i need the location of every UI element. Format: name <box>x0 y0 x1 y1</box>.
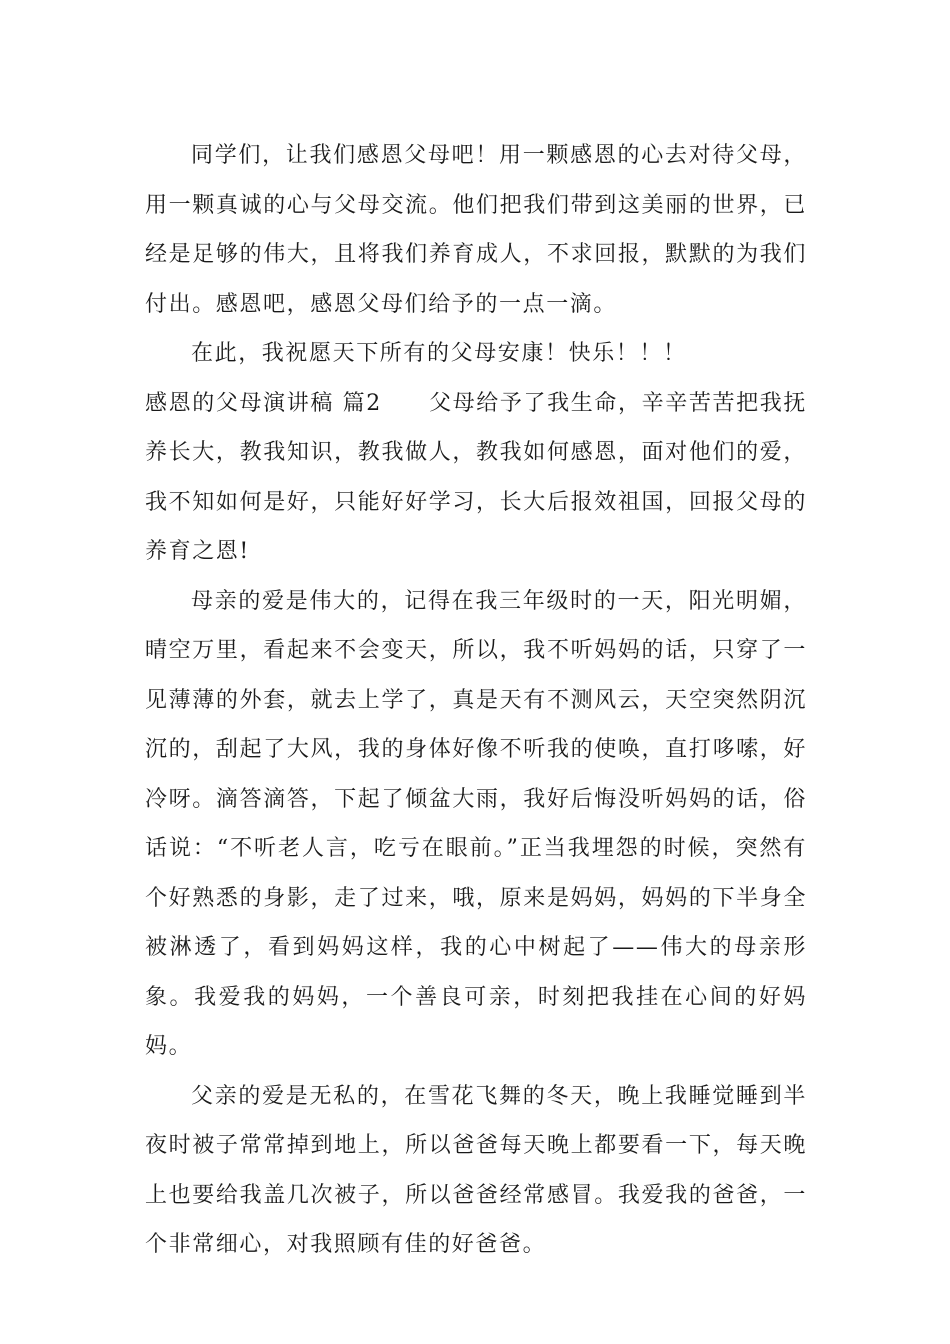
paragraph-father-love: 父亲的爱是无私的，在雪花飞舞的冬天，晚上我睡觉睡到半夜时被子常常掉到地上，所以爸爸每天晚上都要看一下，每天晚上也要给我盖几次被子，所以爸爸经常感冒。我爱我的爸爸，一个非常细心，对我照顾有佳的好爸爸。 <box>145 1083 807 1257</box>
paragraph-gratitude-call: 同学们，让我们感恩父母吧！用一颗感恩的心去对待父母，用一颗真诚的心与父母交流。他们把我们带到这美丽的世界，已经是足够的伟大，且将我们养育成人，不求回报，默默的为我们付出。感恩吧，感恩父母们给予的一点一滴。 <box>145 143 807 317</box>
paragraph-speech-2-intro: 感恩的父母演讲稿 篇2 父母给予了我生命，辛辛苦苦把我抚养长大，教我知识，教我做人，教我如何感恩，面对他们的爱，我不知如何是好，只能好好学习，长大后报效祖国，回报父母的养育之恩! <box>145 390 807 564</box>
paragraph-mother-love: 母亲的爱是伟大的，记得在我三年级时的一天，阳光明媚，晴空万里，看起来不会变天，所以，我不听妈妈的话，只穿了一见薄薄的外套，就去上学了，真是天有不测风云，天空突然阴沉沉的，刮起了大风，我的身体好像不听我的使唤，直打哆嗦，好冷呀。滴答滴答，下起了倾盆大雨，我好后悔没听妈妈的话，俗话说：“不听老人言，吃亏在眼前。”正当我埋怨的时候，突然有个好熟悉的身影，走了过来，哦，原来是妈妈，妈妈的下半身全被淋透了，看到妈妈这样，我的心中树起了——伟大的母亲形象。我爱我的妈妈，一个善良可亲，时刻把我挂在心间的好妈妈。 <box>145 588 807 1059</box>
paragraph-blessing: 在此，我祝愿天下所有的父母安康！快乐！！！ <box>191 341 687 366</box>
document-body <box>145 131 807 1270</box>
